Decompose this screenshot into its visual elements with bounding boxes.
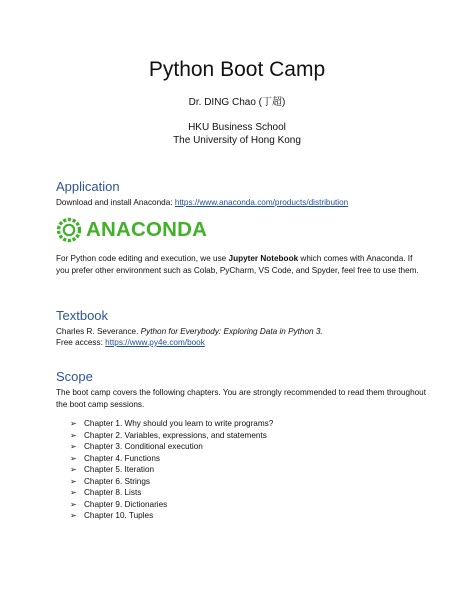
chapter-item bbox=[70, 453, 273, 465]
py4e-book-link[interactable]: https://www.py4e.com/book bbox=[105, 338, 205, 347]
affiliation-university: The University of Hong Kong bbox=[173, 135, 301, 146]
jupyter-notebook-text: Jupyter Notebook bbox=[228, 254, 299, 263]
chapter-item bbox=[70, 418, 273, 430]
download-line bbox=[56, 197, 426, 209]
anaconda-ring-icon bbox=[56, 217, 82, 243]
textbook-heading: Textbook bbox=[56, 308, 109, 323]
arrow-bullet-icon: ➢ bbox=[70, 453, 77, 463]
arrow-bullet-icon: ➢ bbox=[70, 465, 77, 474]
chapter-item bbox=[70, 430, 273, 442]
arrow-bullet-icon: ➢ bbox=[70, 476, 77, 486]
arrow-bullet-icon: ➢ bbox=[70, 511, 77, 520]
chapter-item bbox=[70, 441, 273, 453]
document-title: Python Boot Camp bbox=[148, 58, 326, 81]
anaconda-logo-text: ANACONDA bbox=[86, 218, 208, 241]
chapter-label: Chapter 8. Lists bbox=[84, 488, 142, 497]
anaconda-logo bbox=[56, 217, 208, 243]
arrow-bullet-icon: ➢ bbox=[70, 442, 77, 451]
arrow-bullet-icon: ➢ bbox=[70, 488, 77, 497]
chapter-label: Chapter 3. Conditional execution bbox=[84, 442, 203, 451]
textbook-author: Charles R. Severance. bbox=[56, 327, 141, 336]
application-paragraph bbox=[56, 253, 426, 276]
scope-heading: Scope bbox=[56, 369, 93, 384]
chapter-label: Chapter 6. Strings bbox=[84, 476, 150, 486]
chapter-item bbox=[70, 476, 273, 488]
scope-intro: The boot camp covers the following chapters. You are strongly recommended to read them throughout the boot camp sessions. bbox=[56, 388, 427, 409]
application-text-1: For Python code editing and execution, we use bbox=[56, 254, 229, 263]
chapter-list bbox=[70, 418, 273, 522]
application-heading: Application bbox=[56, 179, 120, 194]
chapter-label: Chapter 10. Tuples bbox=[84, 511, 154, 520]
chapter-item bbox=[70, 487, 273, 499]
chapter-label: Chapter 1. Why should you learn to write programs? bbox=[84, 419, 274, 428]
textbook-access-line bbox=[56, 337, 426, 349]
textbook-title: Python for Everybody: Exploring Data in Python 3. bbox=[140, 327, 323, 336]
chapter-label: Chapter 2. Variables, expressions, and statements bbox=[84, 430, 267, 440]
access-prefix: Free access: bbox=[56, 338, 106, 347]
download-prefix: Download and install Anaconda: bbox=[56, 198, 175, 207]
affiliation-school: HKU Business School bbox=[188, 122, 286, 133]
chapter-item bbox=[70, 499, 273, 511]
textbook-citation bbox=[56, 326, 426, 338]
chapter-label: Chapter 9. Dictionaries bbox=[84, 499, 168, 509]
chapter-label: Chapter 4. Functions bbox=[84, 453, 161, 463]
arrow-bullet-icon: ➢ bbox=[70, 430, 77, 440]
chapter-item bbox=[70, 510, 273, 522]
chapter-item bbox=[70, 464, 273, 476]
application-text-2: which comes with Anaconda. If you prefer other environment such as Colab, PyCharm, VS Code, and Spyder, feel free to use them. bbox=[56, 254, 419, 275]
arrow-bullet-icon: ➢ bbox=[70, 419, 77, 428]
author-line: Dr. DING Chao (丁超) bbox=[188, 97, 286, 108]
arrow-bullet-icon: ➢ bbox=[70, 499, 77, 509]
chapter-label: Chapter 5. Iteration bbox=[84, 465, 155, 474]
anaconda-download-link[interactable]: https://www.anaconda.com/products/distribution bbox=[174, 198, 349, 207]
